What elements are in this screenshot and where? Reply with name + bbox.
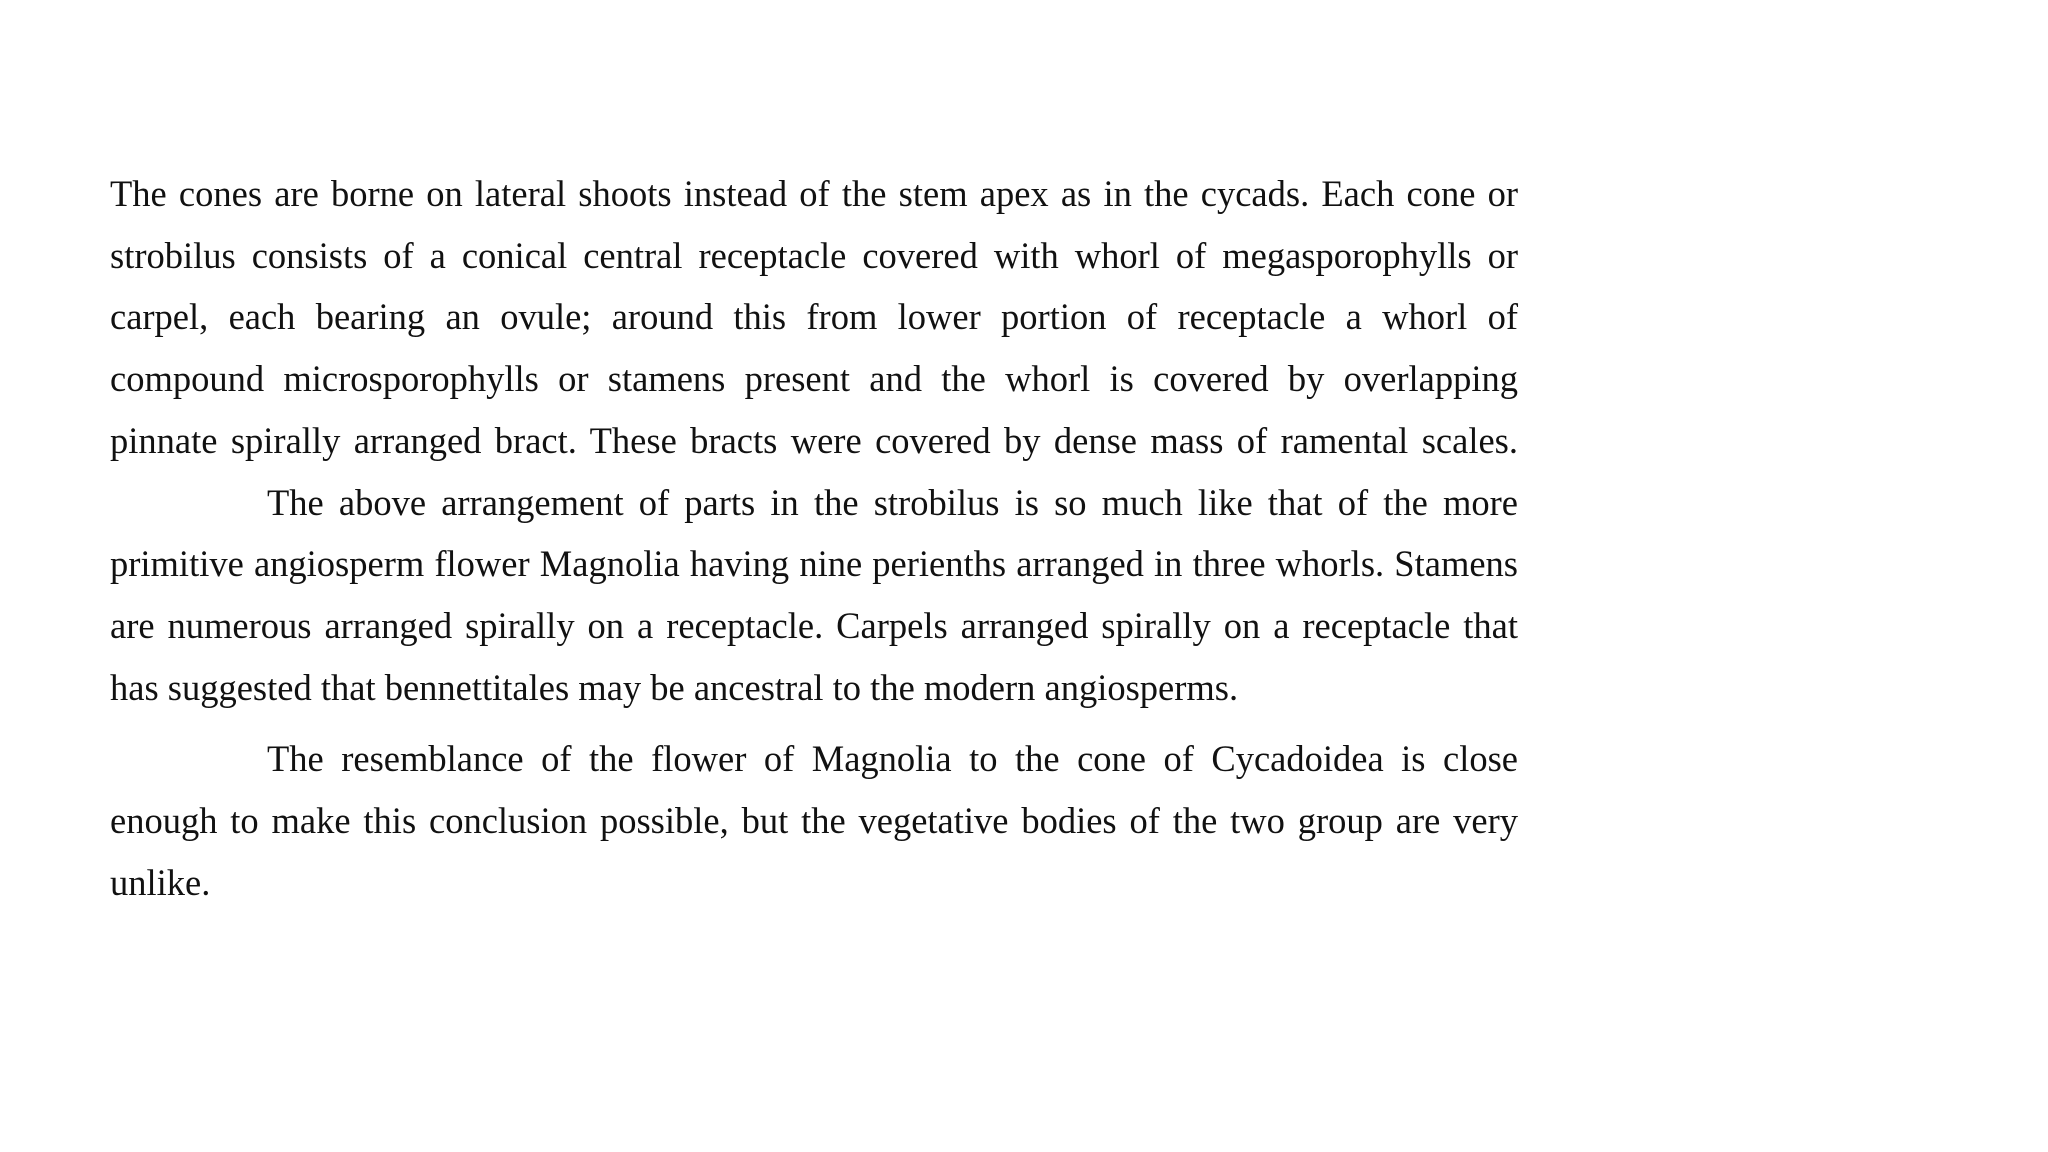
document-body xyxy=(110,163,1518,913)
paragraph-cones: The cones are borne on lateral shoots instead of the stem apex as in the cycads. Each cone or strobilus consists of a conical central receptacle covered with whorl of megasporophylls or carpel, each bearing an ovule; around this from lower portion of receptacle a whorl of compound microsporophylls or stamens present and the whorl is covered by overlapping pinnate spirally arranged bract. These bracts were covered by dense mass of ramental scales. xyxy=(110,173,1518,461)
paragraph-resemblance: The resemblance of the flower of Magnolia to the cone of Cycadoidea is close enough to make this conclusion possible, but the vegetative bodies of the two group are very unlike. xyxy=(110,738,1518,903)
paragraph-magnolia-arrangement: The above arrangement of parts in the strobilus is so much like that of the more primitive angiosperm flower Magnolia having nine perienths arranged in three whorls. Stamens are numerous arranged spirally on a receptacle. Carpels arranged spirally on a receptacle that has suggested that bennettitales may be ancestral to the modern angiosperms. xyxy=(110,481,1518,708)
